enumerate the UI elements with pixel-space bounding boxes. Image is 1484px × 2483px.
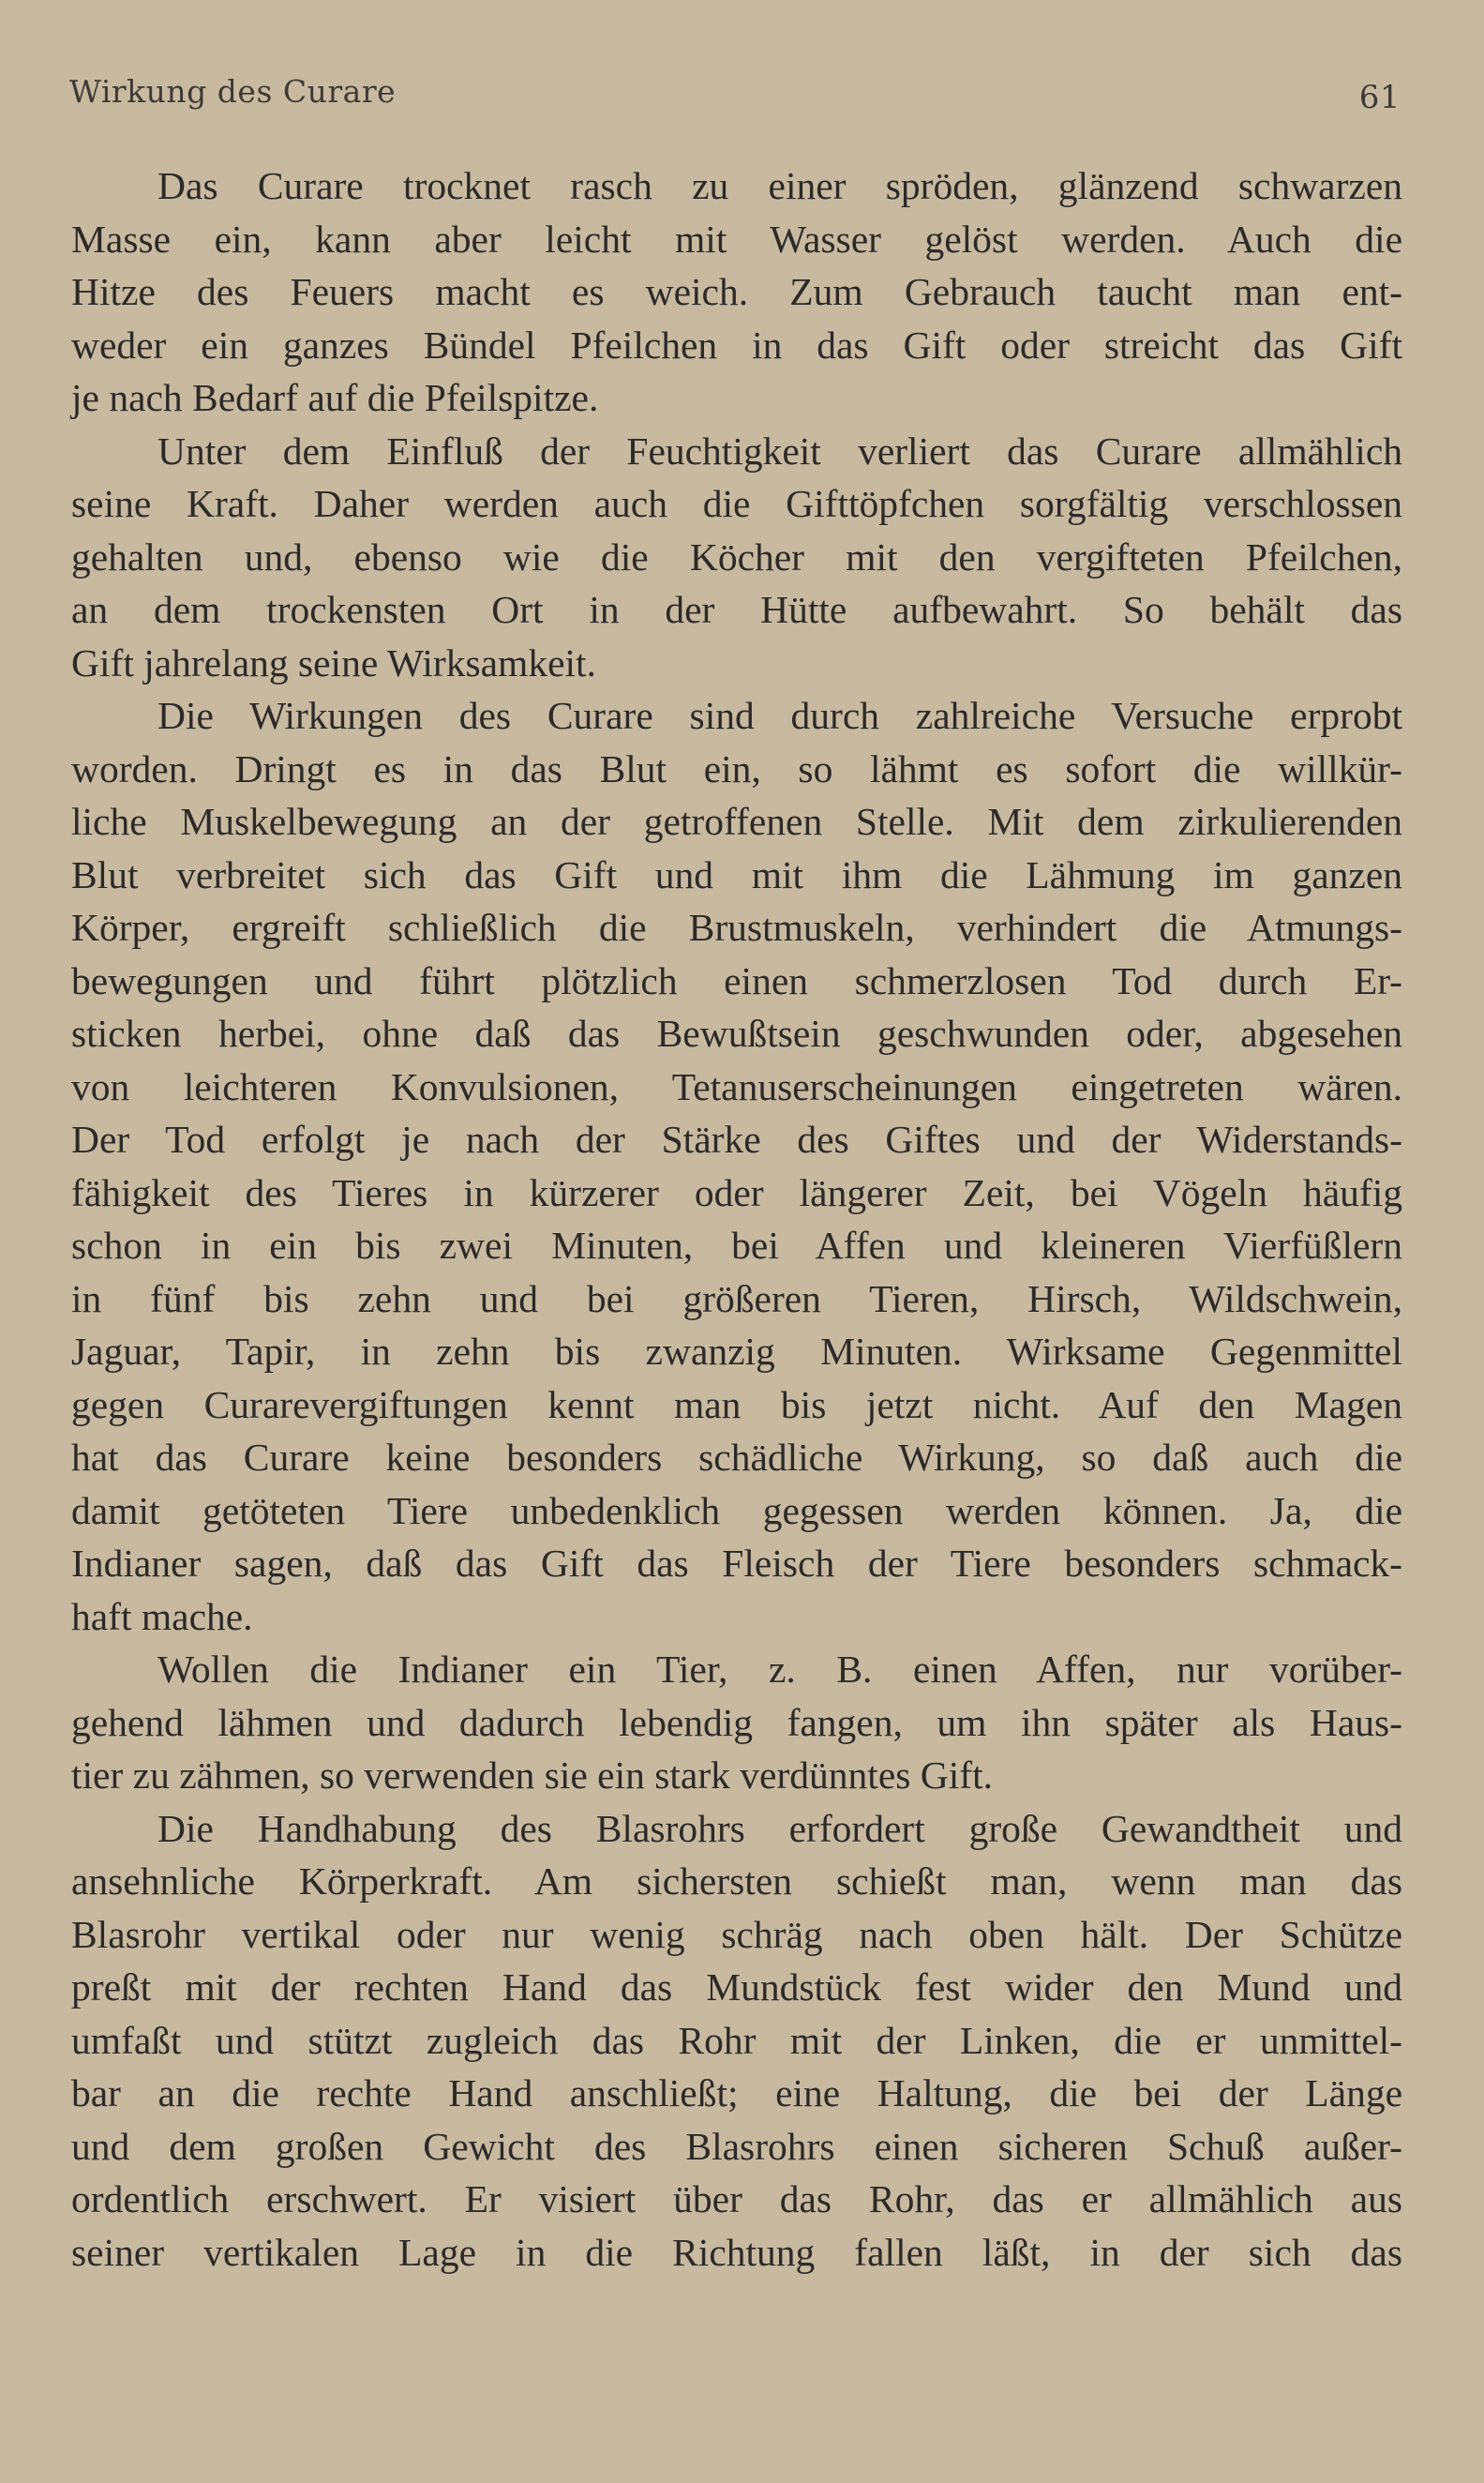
text-line: damit getöteten Tiere unbedenklich gegessen werden können. Ja, die (71, 1488, 1402, 1532)
text-line: umfaßt und stützt zugleich das Rohr mit der Linken, die er unmittel- (71, 2018, 1402, 2062)
text-line: bar an die rechte Hand anschließt; eine Haltung, die bei der Länge (71, 2071, 1402, 2114)
text-line: Jaguar, Tapir, in zehn bis zwanzig Minuten. Wirksame Gegenmittel (71, 1330, 1402, 1373)
text-line: Körper, ergreift schließlich die Brustmuskeln, verhindert die Atmungs- (71, 906, 1402, 949)
text-line: gehend lähmen und dadurch lebendig fangen, um ihn später als Haus- (71, 1700, 1402, 1744)
body-text (71, 159, 1402, 2279)
text-line: ordentlich erschwert. Er visiert über das Rohr, das er allmählich aus (71, 2177, 1402, 2220)
page-number: 61 (1358, 79, 1401, 116)
text-line: worden. Dringt es in das Blut ein, so lähmt es sofort die willkür- (71, 746, 1402, 790)
text-line: Masse ein, kann aber leicht mit Wasser gelöst werden. Auch die (71, 217, 1402, 261)
text-line: liche Muskelbewegung an der getroffenen Stelle. Mit dem zirkulierenden (71, 800, 1402, 843)
text-line: Die Handhabung des Blasrohrs erfordert große Gewandtheit und (157, 1806, 1402, 1850)
paragraph-4 (71, 1643, 1402, 1802)
text-line: schon in ein bis zwei Minuten, bei Affen und kleineren Vierfüßlern (71, 1224, 1402, 1267)
running-title: Wirkung des Curare (69, 73, 397, 110)
text-line: je nach Bedarf auf die Pfeilspitze. (71, 376, 599, 419)
text-line: gegen Curarevergiftungen kennt man bis jetzt nicht. Auf den Magen (71, 1382, 1402, 1426)
text-line: Wollen die Indianer ein Tier, z. B. einen Affen, nur vorüber- (157, 1648, 1402, 1691)
text-line: fähigkeit des Tieres in kürzerer oder längerer Zeit, bei Vögeln häufig (71, 1170, 1402, 1214)
text-line: Gift jahrelang seine Wirksamkeit. (71, 640, 596, 685)
text-line: seiner vertikalen Lage in die Richtung fallen läßt, in der sich das (71, 2230, 1402, 2274)
text-line: von leichteren Konvulsionen, Tetanuserscheinungen eingetreten wären. (71, 1064, 1402, 1108)
text-line: weder ein ganzes Bündel Pfeilchen in das Gift oder streicht das Gift (71, 323, 1402, 367)
text-line: hat das Curare keine besonders schädliche Wirkung, so daß auch die (71, 1436, 1402, 1479)
text-line: gehalten und, ebenso wie die Köcher mit den vergifteten Pfeilchen, (71, 534, 1402, 579)
text-line: Blut verbreitet sich das Gift und mit ihm die Lähmung im ganzen (71, 852, 1402, 896)
text-line: Hitze des Feuers macht es weich. Zum Gebrauch taucht man ent- (71, 270, 1402, 313)
text-line: tier zu zähmen, so verwenden sie ein stark verdünntes Gift. (71, 1753, 993, 1797)
paragraph-5 (71, 1802, 1402, 2280)
text-line: Die Wirkungen des Curare sind durch zahlreiche Versuche erprobt (157, 694, 1402, 737)
text-line: Der Tod erfolgt je nach der Stärke des Giftes und der Widerstands- (71, 1118, 1402, 1161)
text-line: Das Curare trocknet rasch zu einer spröden, glänzend schwarzen (157, 164, 1402, 207)
text-line: Indianer sagen, daß das Gift das Fleisch der Tiere besonders schmack- (71, 1542, 1402, 1585)
text-line: haft mache. (71, 1594, 253, 1638)
text-line: in fünf bis zehn und bei größeren Tieren, Hirsch, Wildschwein, (71, 1276, 1402, 1320)
text-line: sticken herbei, ohne daß das Bewußtsein geschwunden oder, abgesehen (71, 1012, 1402, 1055)
paragraph-3 (71, 689, 1402, 1643)
text-line: preßt mit der rechten Hand das Mundstück fest wider den Mund und (71, 1965, 1402, 2009)
text-line: seine Kraft. Daher werden auch die Gifttöpfchen sorgfältig verschlossen (71, 482, 1402, 525)
text-line: Blasrohr vertikal oder nur wenig schräg nach oben hält. Der Schütze (71, 1912, 1402, 1956)
text-line: und dem großen Gewicht des Blasrohrs einen sicheren Schuß außer- (71, 2124, 1402, 2168)
paragraph-2 (71, 425, 1402, 690)
text-line: bewegungen und führt plötzlich einen schmerzlosen Tod durch Er- (71, 958, 1402, 1002)
paragraph-1 (71, 159, 1402, 425)
text-line: Unter dem Einfluß der Feuchtigkeit verliert das Curare allmählich (157, 429, 1402, 473)
text-line: an dem trockensten Ort in der Hütte aufbewahrt. So behält das (71, 588, 1402, 631)
text-line: ansehnliche Körperkraft. Am sichersten schießt man, wenn man das (71, 1859, 1402, 1903)
running-head (69, 73, 1401, 120)
